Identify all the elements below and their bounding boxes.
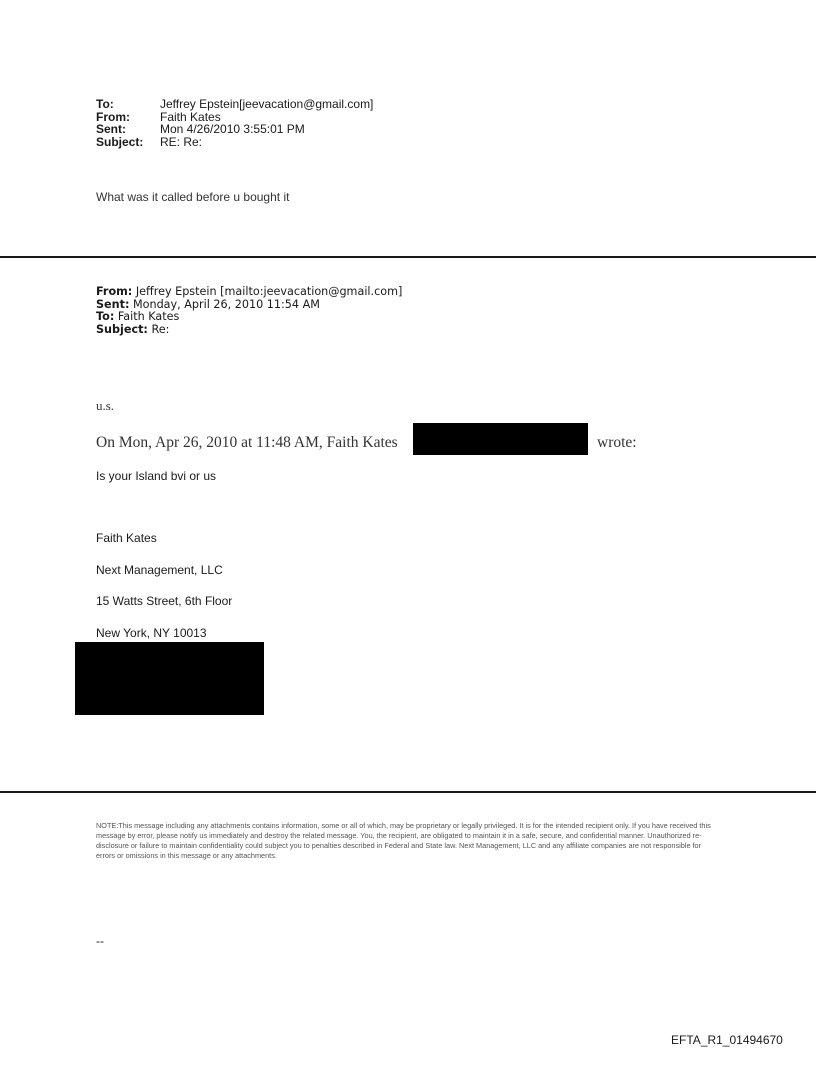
- email-header: [96, 98, 373, 148]
- redaction-email: [413, 423, 588, 455]
- document-id: EFTA_R1_01494670: [671, 1033, 783, 1047]
- quote-intro: On Mon, Apr 26, 2010 at 11:48 AM, Faith Kates: [96, 434, 398, 451]
- signature-city: New York, NY 10013: [96, 626, 207, 640]
- fwd-to-label: To:: [96, 310, 115, 324]
- to-value: Jeffrey Epstein[jeevacation@gmail.com]: [160, 97, 374, 111]
- signature-company: Next Management, LLC: [96, 563, 223, 577]
- subject-value: RE: Re:: [160, 134, 203, 149]
- quoted-question: Is your Island bvi or us: [96, 469, 217, 483]
- to-row: [96, 98, 373, 111]
- reply-body: What was it called before u bought it: [96, 190, 290, 204]
- fwd-sent-label: Sent:: [96, 297, 130, 311]
- fwd-subject-row: [96, 324, 402, 337]
- fwd-from-label: From:: [96, 285, 133, 298]
- to-label: To:: [96, 97, 114, 111]
- forwarded-header: [96, 286, 402, 336]
- from-label: From:: [96, 109, 130, 124]
- redaction-signature: [75, 642, 264, 715]
- fwd-subject-value: Re:: [147, 322, 170, 336]
- from-value: Faith Kates: [160, 109, 221, 124]
- sent-label: Sent:: [96, 122, 126, 136]
- signature-street: 15 Watts Street, 6th Floor: [96, 594, 233, 608]
- subject-row: [96, 136, 373, 149]
- answer-text: u.s.: [96, 398, 115, 413]
- fwd-sent-value: Monday, April 26, 2010 11:54 AM: [129, 297, 320, 311]
- subject-label: Subject:: [96, 134, 144, 149]
- signature-separator: --: [96, 934, 104, 948]
- disclaimer-text: NOTE:This message including any attachments contains information, some or all of which, may be proprietary or legally privileged. It is for the intended recipient only. If you have received this message by error, please notify us immediately and destroy the related message. You, the recipient, are obligated to maintain it in a safe, secure, and confidential manner. Unauthorized re-disclosure or failure to maintain confidentiality could subject you to penalties described in Federal and State law. Next Management, LLC and any affiliate companies are not responsible for errors or omissions in this message or any attachments.: [96, 821, 711, 860]
- quote-intro-wrote: wrote:: [597, 434, 637, 451]
- divider-top: [0, 256, 816, 258]
- signature-name: Faith Kates: [96, 531, 157, 545]
- divider-bottom: [0, 791, 816, 793]
- sent-value: Mon 4/26/2010 3:55:01 PM: [160, 122, 305, 136]
- sent-row: [96, 123, 373, 136]
- fwd-to-value: Faith Kates: [114, 310, 180, 324]
- fwd-from-value: Jeffrey Epstein [mailto:jeevacation@gmail.com]: [132, 285, 403, 298]
- fwd-subject-label: Subject:: [96, 322, 148, 336]
